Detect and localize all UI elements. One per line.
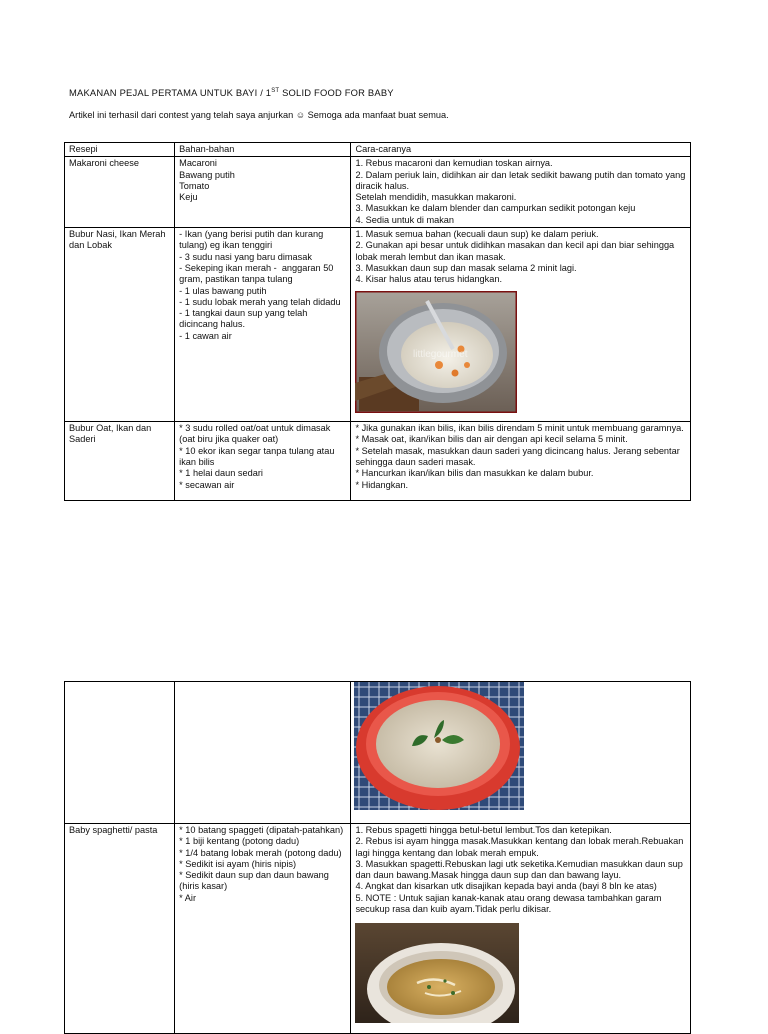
- recipe-table: [64, 142, 691, 501]
- step: 3. Masukkan daun sup dan masak selama 2 minit lagi.: [355, 262, 577, 273]
- ingredient: - Sekeping ikan merah - anggaran 50 gram, pastikan tanpa tulang: [179, 262, 336, 285]
- porridge-bowl-photo: [354, 682, 687, 810]
- ingredient: * Sedikit isi ayam (hiris nipis): [179, 858, 297, 869]
- step: * Hidangkan.: [355, 479, 409, 490]
- step: 5. NOTE : Untuk sajian kanak-kanak atau orang dewasa tambahkan garam secukup rasa dan kuib ayam.Tidak perlu dikisar.: [355, 892, 664, 915]
- steps-cell: [351, 228, 691, 422]
- document-title: MAKANAN PEJAL PERTAMA UNTUK BAYI / 1ST SOLID FOOD FOR BABY: [69, 87, 394, 98]
- header-steps: Cara-caranya: [351, 143, 691, 157]
- ingredients-cell: [175, 422, 351, 501]
- step: * Hancurkan ikan/ikan bilis dan masukkan ke dalam bubur.: [355, 468, 594, 479]
- ingredient: * 1 biji kentang (potong dadu): [179, 836, 300, 847]
- steps-cell: [351, 824, 691, 1034]
- ingredient: - 1 sudu lobak merah yang telah didadu: [179, 296, 341, 307]
- ingredient: * secawan air: [179, 479, 235, 490]
- ingredient: - 1 cawan air: [179, 330, 232, 341]
- ingredient: * 10 ekor ikan segar tanpa tulang atau ikan bilis: [179, 445, 338, 467]
- table-row: [65, 157, 691, 228]
- empty-cell: [175, 682, 351, 824]
- steps-cell: [351, 422, 691, 501]
- empty-cell: [65, 682, 175, 824]
- header-recipe: Resepi: [65, 143, 175, 157]
- step: 1. Rebus spagetti hingga betul-betul lembut.Tos dan ketepikan.: [355, 825, 612, 835]
- recipe-name: Bubur Oat, Ikan dan Saderi: [65, 422, 175, 501]
- table-row: [65, 422, 691, 501]
- step: 2. Gunakan api besar untuk didihkan masakan dan kecil api dan biar sehingga lobak merah lembut dan ikan masak.: [355, 240, 677, 262]
- ingredient: Keju: [179, 192, 198, 203]
- step: 4. Kisar halus atau terus hidangkan.: [355, 274, 503, 285]
- ingredients-cell: [175, 824, 351, 1034]
- step: 1. Rebus macaroni dan kemudian toskan airnya.: [355, 158, 553, 169]
- pasta-soup-photo: [355, 923, 686, 1023]
- table-row: [65, 682, 691, 824]
- step: * Masak oat, ikan/ikan bilis dan air dengan api kecil selama 5 minit.: [355, 434, 628, 445]
- recipe-name: Bubur Nasi, Ikan Merah dan Lobak: [65, 228, 175, 422]
- ingredient: Bawang putih: [179, 169, 235, 180]
- intro-text: Artikel ini terhasil dari contest yang telah saya anjurkan ☺ Semoga ada manfaat buat semua.: [69, 110, 449, 120]
- ingredient: * 3 sudu rolled oat/oat untuk dimasak (oat biru jika quaker oat): [179, 423, 333, 445]
- step: 3. Masukkan ke dalam blender dan campurkan sedikit potongan keju: [355, 203, 636, 214]
- porridge-pot-photo: [355, 291, 686, 413]
- step: 1. Masuk semua bahan (kecuali daun sup) ke dalam periuk.: [355, 229, 599, 240]
- step: 2. Dalam periuk lain, didihkan air dan letak sedikit bawang putih dan tomato yang diracik halus.: [355, 169, 688, 191]
- recipe-name: Baby spaghetti/ pasta: [65, 824, 175, 1034]
- step: 2. Rebus isi ayam hingga masak.Masukkan kentang dan lobak merah.Rebuakan lagi hingga kentang dan lobak merah empuk.: [355, 836, 686, 858]
- step: 3. Masukkan spagetti.Rebuskan lagi utk seketika.Kemudian masukkan daun sup dan daun bawang.Masak hingga daun sup dan dan bawang layu.: [355, 858, 686, 881]
- ingredient: * 10 batang spaggeti (dipatah-patahkan): [179, 825, 344, 835]
- ingredient: - 1 tangkai daun sup yang telah dicincang halus.: [179, 308, 310, 330]
- ingredient: Tomato: [179, 180, 210, 191]
- table-row: [65, 824, 691, 1034]
- step: * Setelah masak, masukkan daun saderi yang dicincang halus. Jerang sebentar sehingga daun saderi masak.: [355, 445, 683, 467]
- ingredient: - Ikan (yang berisi putih dan kurang tulang) eg ikan tenggiri: [179, 229, 326, 251]
- ingredient: - 3 sudu nasi yang baru dimasak: [179, 251, 312, 262]
- ingredients-cell: [175, 157, 351, 228]
- step: Setelah mendidih, masukkan makaroni.: [355, 192, 517, 203]
- ingredient: * 1 helai daun sedari: [179, 468, 263, 479]
- recipe-name: Makaroni cheese: [65, 157, 175, 228]
- ingredient: * Sedikit daun sup dan daun bawang (hiris kasar): [179, 870, 332, 892]
- steps-cell: [351, 157, 691, 228]
- photo-watermark: littlegourmet: [413, 348, 468, 360]
- title-superscript: ST: [271, 88, 280, 94]
- header-ingredients: Bahan-bahan: [175, 143, 351, 157]
- step: 4. Angkat dan kisarkan utk disajikan kepada bayi anda (bayi 8 bln ke atas): [355, 881, 657, 892]
- recipe-table-continued: [64, 681, 691, 1034]
- ingredient: - 1 ulas bawang putih: [179, 285, 267, 296]
- table-header-row: [65, 143, 691, 157]
- ingredient: Macaroni: [179, 158, 217, 169]
- table-row: [65, 228, 691, 422]
- step: * Jika gunakan ikan bilis, ikan bilis direndam 5 minit untuk membuang garamnya.: [355, 423, 684, 434]
- ingredient: * 1/4 batang lobak merah (potong dadu): [179, 847, 342, 858]
- ingredient: * Air: [179, 892, 197, 903]
- photo-cell: [351, 682, 691, 824]
- ingredients-cell: [175, 228, 351, 422]
- step: 4. Sedia untuk di makan: [355, 214, 455, 225]
